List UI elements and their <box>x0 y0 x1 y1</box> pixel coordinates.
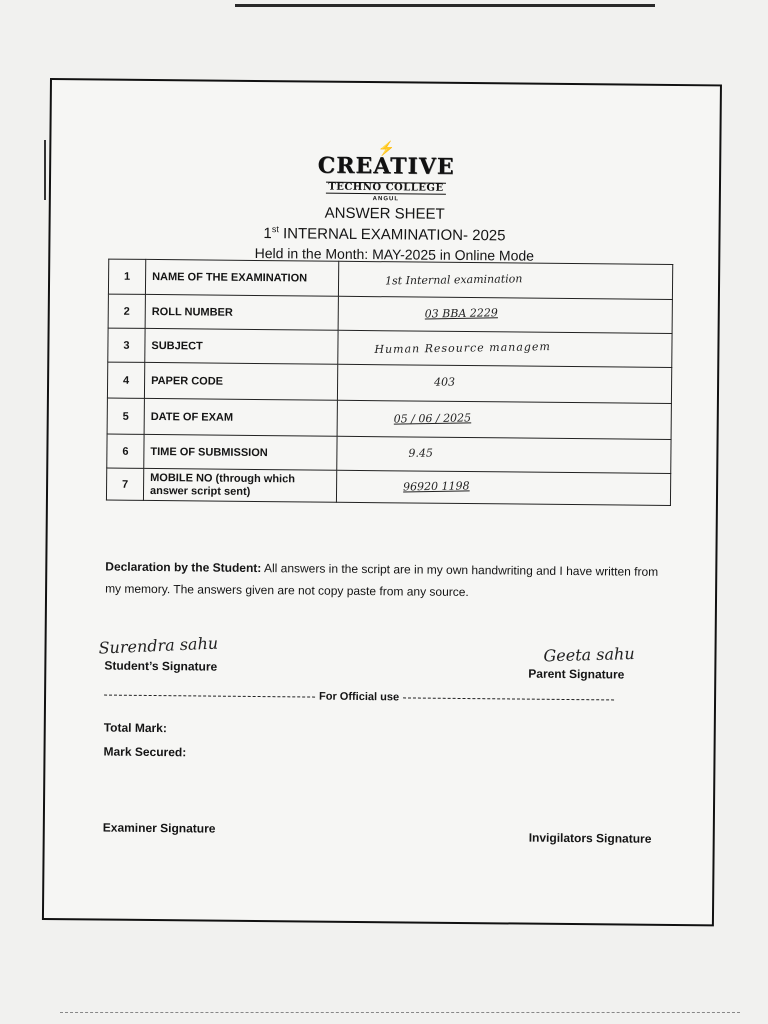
college-logo <box>316 140 457 203</box>
row-label: TIME OF SUBMISSION <box>144 434 337 470</box>
exam-ordinal-sup: st <box>271 224 279 235</box>
handwritten-value: 03 BBA 2229 <box>424 306 498 321</box>
declaration-text: All answers in the script are in my own handwriting and I have written from my memory. The answers given are not copy paste from any source. <box>105 561 659 600</box>
declaration-lead: Declaration by the Student: <box>105 559 262 576</box>
answer-sheet <box>42 78 722 926</box>
exam-ordinal: 1 <box>263 225 272 243</box>
official-use-label: For Official use <box>318 690 400 704</box>
scan-edge-top <box>235 4 655 7</box>
official-use-divider <box>104 689 614 706</box>
handwritten-value: Human Resource managem <box>374 340 551 357</box>
row-label: MOBILE NO (through which answer script sent) <box>143 468 336 502</box>
examiner-signature-label: Examiner Signature <box>102 820 216 836</box>
row-label: ROLL NUMBER <box>145 294 338 330</box>
logo-name: CREATIVE <box>317 152 455 180</box>
row-value <box>337 400 671 439</box>
logo-subtitle: TECHNO COLLEGE <box>326 182 445 195</box>
runner-icon: ⚡ <box>377 140 396 157</box>
row-value <box>338 261 672 299</box>
handwritten-value: 9.45 <box>408 446 434 460</box>
row-label: NAME OF THE EXAMINATION <box>145 259 338 296</box>
exam-title <box>50 222 718 246</box>
row-number: 1 <box>108 259 145 294</box>
handwritten-value: 1st Internal examination <box>384 271 523 287</box>
exam-title-rest: INTERNAL EXAMINATION- 2025 <box>278 225 506 245</box>
row-value <box>337 364 671 403</box>
table-row <box>106 468 670 505</box>
table-row <box>107 362 671 403</box>
row-label: DATE OF EXAM <box>144 398 337 436</box>
total-mark-label: Total Mark: <box>103 720 167 736</box>
row-label: SUBJECT <box>145 328 338 364</box>
table-row <box>108 328 672 367</box>
row-label: PAPER CODE <box>144 362 337 400</box>
row-number: 6 <box>107 434 144 468</box>
parent-signature-label: Parent Signature <box>528 666 625 682</box>
handwritten-value: 05 / 06 / 2025 <box>393 411 472 426</box>
scan-edge-bottom <box>60 1012 740 1014</box>
table-row <box>108 294 672 333</box>
handwritten-value: 96920 1198 <box>402 479 470 494</box>
table-row <box>107 398 671 439</box>
sheet-title: ANSWER SHEET <box>324 204 445 223</box>
mark-secured-label: Mark Secured: <box>103 744 187 760</box>
row-number: 5 <box>107 398 144 434</box>
row-value <box>338 330 672 367</box>
row-value <box>337 436 671 473</box>
row-number: 7 <box>106 468 143 500</box>
student-declaration <box>105 556 665 605</box>
row-number: 2 <box>108 294 145 328</box>
row-number: 3 <box>108 328 145 362</box>
scan-edge-left <box>44 140 46 200</box>
parent-signature: Geeta sahu <box>543 644 635 666</box>
row-value <box>336 470 670 505</box>
table-row <box>108 259 672 299</box>
details-table <box>106 259 673 506</box>
exam-month: Held in the Month: MAY-2025 in Online Mode <box>254 244 535 264</box>
invigilators-signature-label: Invigilators Signature <box>528 830 652 846</box>
logo-city: ANGUL <box>372 196 400 203</box>
handwritten-value: 403 <box>433 375 456 389</box>
student-signature: Surendra sahu <box>98 633 219 658</box>
divider-line <box>104 694 315 697</box>
divider-line <box>403 697 614 700</box>
row-value <box>338 296 672 333</box>
table-row <box>107 434 671 473</box>
row-number: 4 <box>107 362 144 398</box>
student-signature-label: Student’s Signature <box>104 658 218 674</box>
